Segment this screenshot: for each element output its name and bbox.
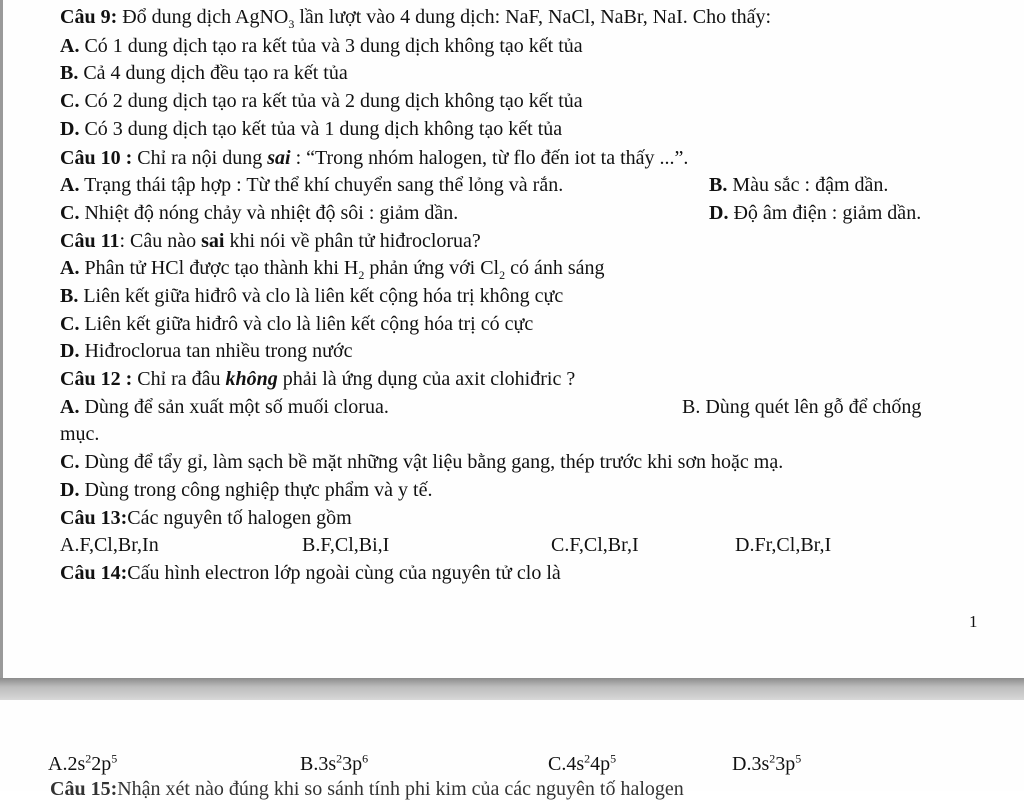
question-12-option-d: D. Dùng trong công nghiệp thực phẩm và y tế. xyxy=(60,479,433,501)
question-14-option-b: $B.3s^23p^6$ xyxy=(300,751,369,775)
question-11-stem: Câu 11: Câu nào sai khi nói về phân tử hiđroclorua? xyxy=(60,230,481,252)
question-10-option-b: B. Màu sắc : đậm dần. xyxy=(709,174,889,196)
page-separator xyxy=(0,678,1024,700)
question-14-option-c: $C.4s^24p^5$ xyxy=(548,751,617,775)
question-12-stem: Câu 12 : Chỉ ra đâu không phải là ứng dụng của axit clohiđric ? xyxy=(60,368,576,390)
question-13-option-b: B.F,Cl,Bi,I xyxy=(302,534,390,556)
question-12-option-a: A. Dùng để sản xuất một số muối clorua. xyxy=(60,396,389,418)
question-14-option-d: $D.3s^23p^5$ xyxy=(732,751,802,775)
question-9-option-b: B. Cả 4 dung dịch đều tạo ra kết tủa xyxy=(60,62,348,84)
question-10-option-c: C. Nhiệt độ nóng chảy và nhiệt độ sôi : giảm dần. xyxy=(60,202,459,224)
question-10-option-d: D. Độ âm điện : giảm dần. xyxy=(709,202,922,224)
question-11-option-a: A. Phân tử HCl được tạo thành khi $H_2$ phản ứng với $Cl_2$ có ánh sáng xyxy=(60,257,605,282)
question-14-stem: Câu 14:Cấu hình electron lớp ngoài cùng của nguyên tử clo là xyxy=(60,562,561,584)
question-11-option-b: B. Liên kết giữa hiđrô và clo là liên kết cộng hóa trị không cực xyxy=(60,285,564,307)
question-13-stem: Câu 13:Các nguyên tố halogen gồm xyxy=(60,507,352,529)
question-10-option-a: A. Trạng thái tập hợp : Từ thể khí chuyển sang thể lỏng và rắn. xyxy=(60,174,564,196)
question-13-option-c: C.F,Cl,Br,I xyxy=(551,534,639,556)
page-number: 1 xyxy=(969,612,978,631)
question-9-stem: Câu 9: Đổ dung dịch AgNO$_3$ lần lượt vào 4 dung dịch: NaF, NaCl, NaBr, NaI. Cho thấy: xyxy=(60,6,772,31)
question-10-stem: Câu 10 : Chỉ ra nội dung sai : “Trong nhóm halogen, từ flo đến iot ta thấy ...”. xyxy=(60,147,689,169)
question-15-stem-cropped: Câu 15:Nhận xét nào đúng khi so sánh tính phi kim của các nguyên tố halogen xyxy=(50,778,684,800)
question-11-option-d: D. Hiđroclorua tan nhiều trong nước xyxy=(60,340,353,362)
question-12-option-b: B. Dùng quét lên gỗ để chống xyxy=(682,396,922,418)
question-9-option-c: C. Có 2 dung dịch tạo ra kết tủa và 2 dung dịch không tạo kết tủa xyxy=(60,90,583,112)
question-9-option-a: A. Có 1 dung dịch tạo ra kết tủa và 3 dung dịch không tạo kết tủa xyxy=(60,35,583,57)
question-13-option-a: A.F,Cl,Br,In xyxy=(60,534,159,556)
question-11-option-c: C. Liên kết giữa hiđrô và clo là liên kết cộng hóa trị có cực xyxy=(60,313,534,335)
question-9-option-d: D. Có 3 dung dịch tạo kết tủa và 1 dung dịch không tạo kết tủa xyxy=(60,118,563,140)
question-14-option-a: $A.2s^22p^5$ xyxy=(48,751,118,775)
question-12-option-c: C. Dùng để tẩy gỉ, làm sạch bề mặt những vật liệu bằng gang, thép trước khi sơn hoặc mạ. xyxy=(60,451,784,473)
question-12-option-b-continued: mục. xyxy=(60,423,100,445)
question-13-option-d: D.Fr,Cl,Br,I xyxy=(735,534,832,556)
